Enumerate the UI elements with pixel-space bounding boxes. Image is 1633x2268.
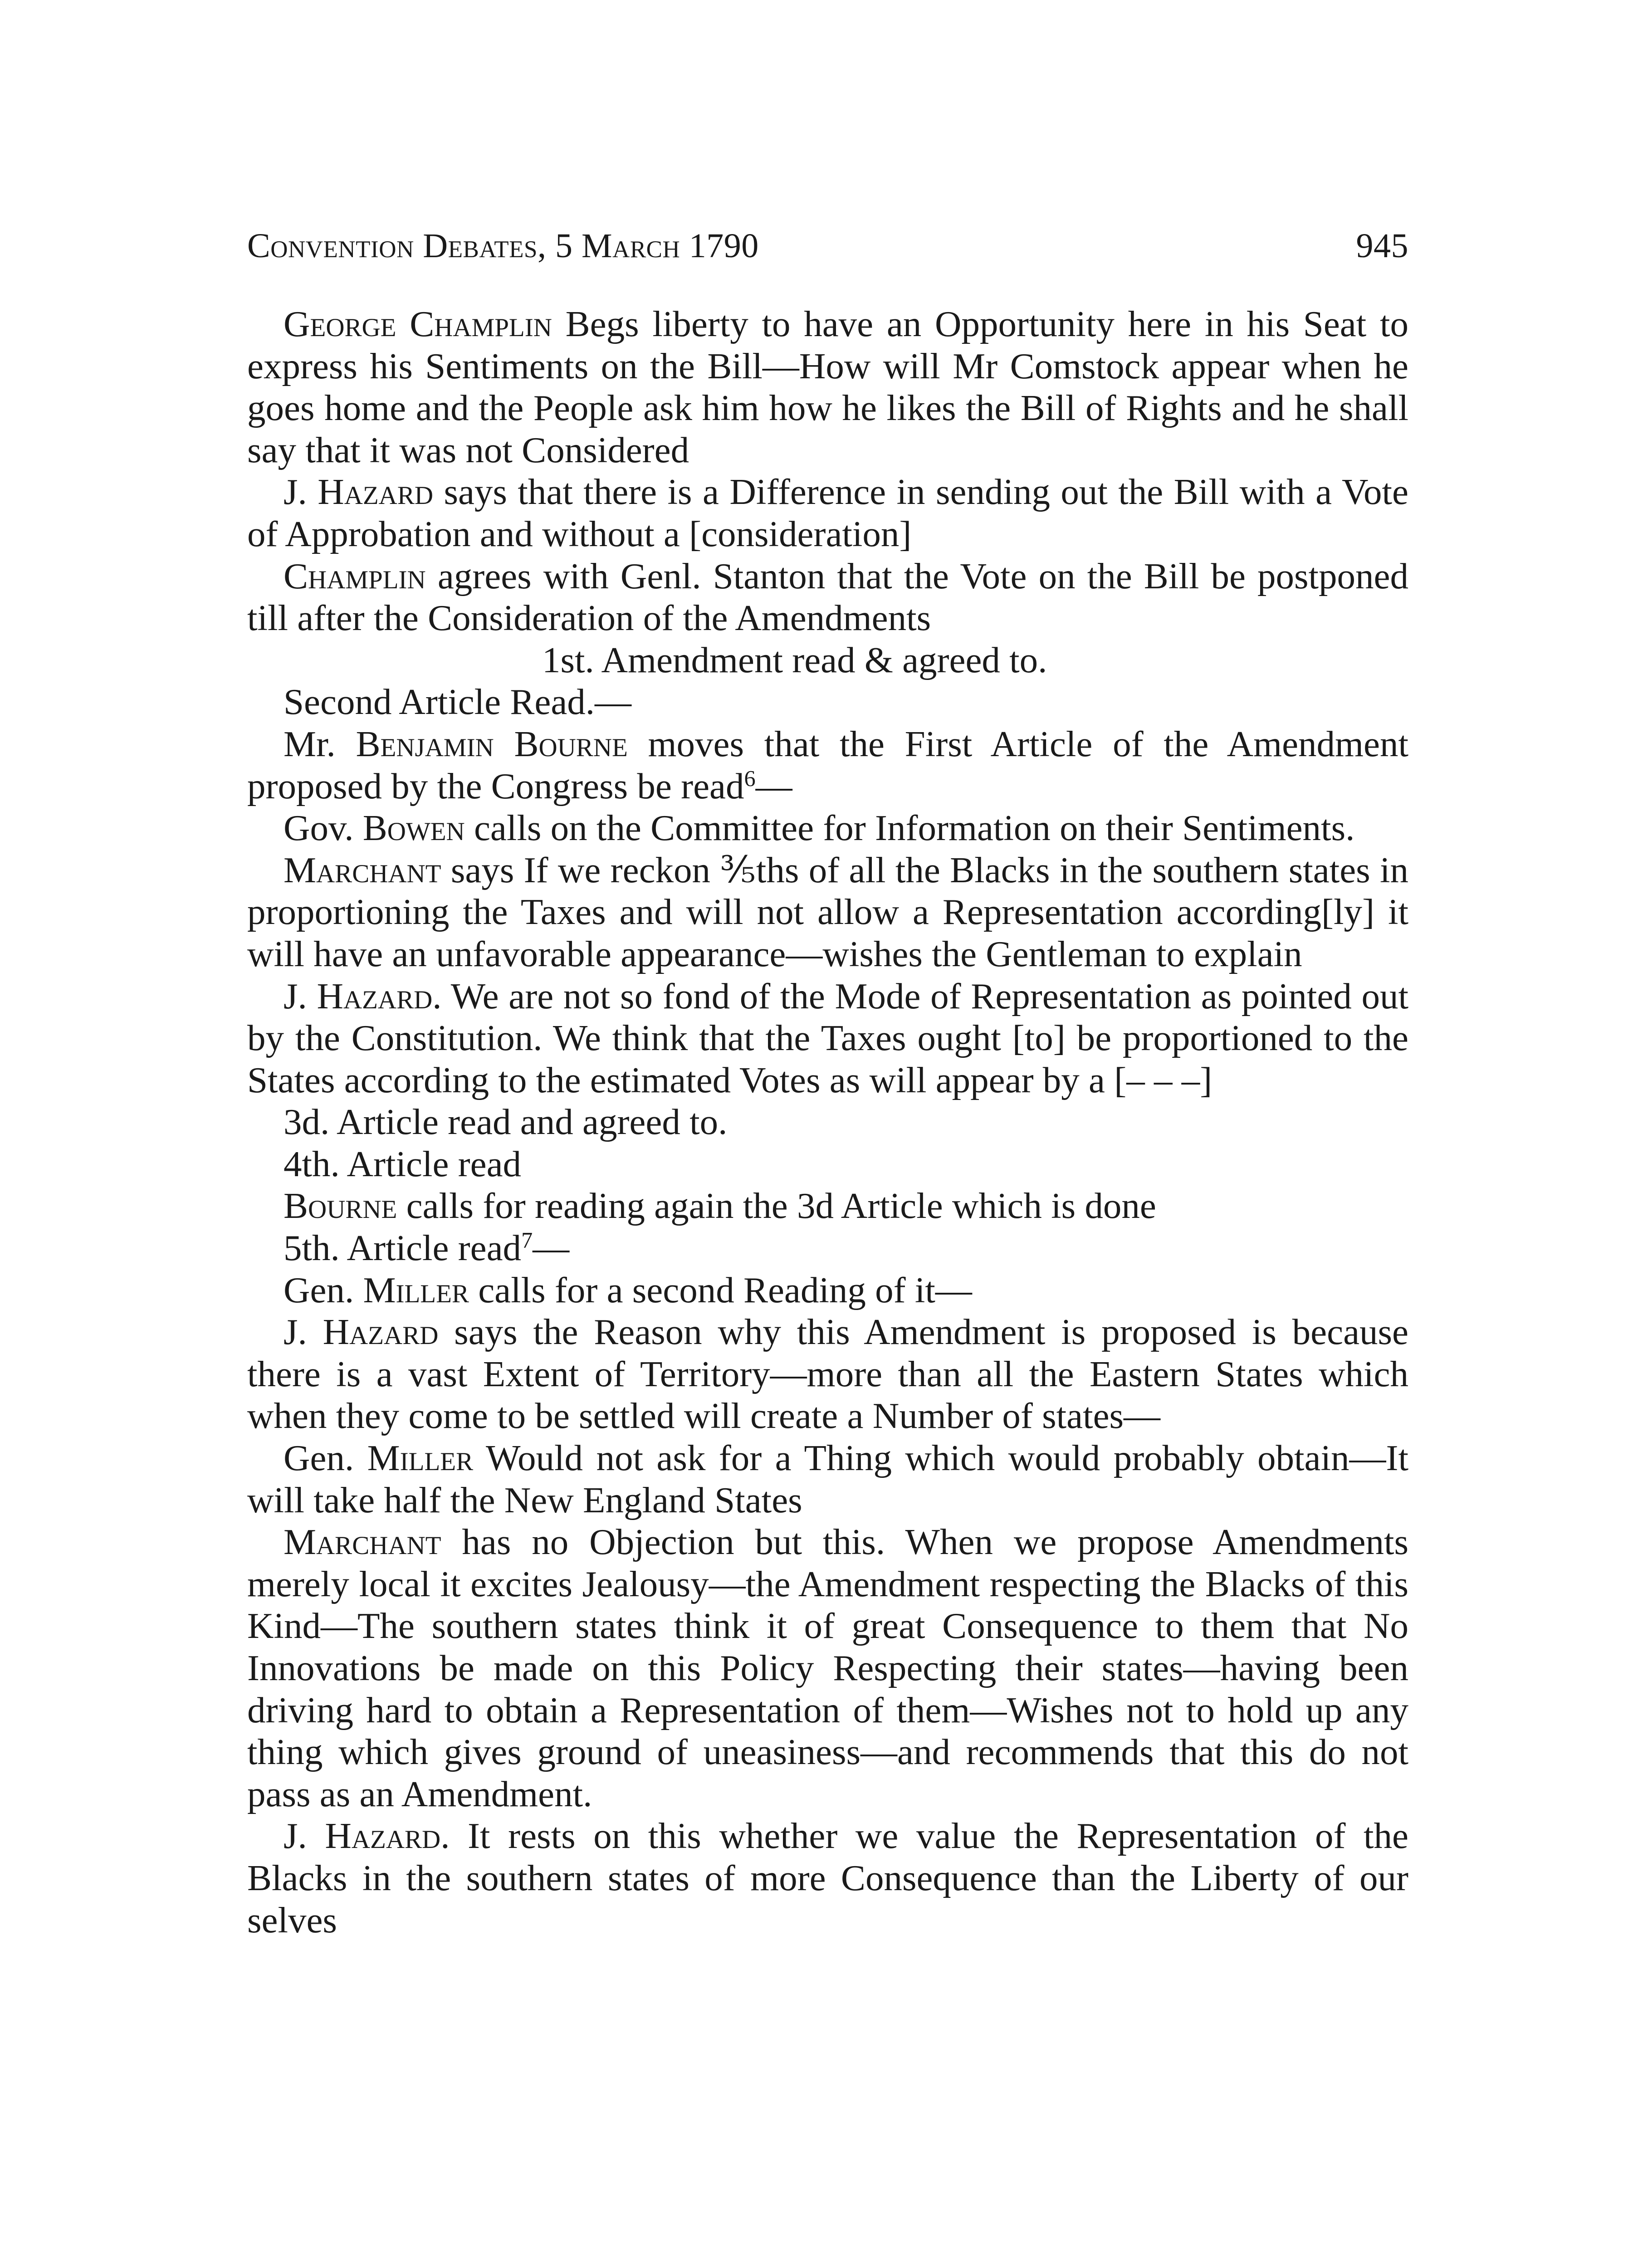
speaker-name: Bowen (362, 807, 465, 849)
speaker-name: Miller (363, 1269, 469, 1310)
speaker-prefix: J. (284, 975, 317, 1017)
speaker-prefix: J. (284, 1815, 325, 1857)
speaker-name: Bourne (284, 1185, 397, 1227)
paragraph (247, 1101, 1408, 1143)
paragraph-text: agrees with Genl. Stanton that the Vote on the Bill be postponed till after the Consideration of the Amendments (247, 555, 1408, 639)
paragraph (247, 1521, 1408, 1815)
paragraph (247, 471, 1408, 555)
speaker-name: Marchant (284, 849, 441, 890)
speaker-prefix: Gen. (284, 1437, 367, 1479)
paragraph-text: Would not ask for a Thing which would probably obtain—It will take half the New England States (247, 1437, 1408, 1520)
running-head (247, 223, 1408, 269)
running-head-title: Convention Debates, 5 March 1790 (247, 227, 759, 265)
paragraph (247, 639, 1408, 681)
paragraph-text-end: — (755, 765, 792, 807)
paragraph-text: says If we reckon ⅗ths of all the Blacks in the southern states in proportioning the Taxes and will not allow a Representation according[ly] it will have an unfavorable appearance—wishes the Gentleman to explain (247, 849, 1408, 974)
paragraph-text: calls for reading again the 3d Article which is done (397, 1185, 1156, 1227)
paragraph-text: Begs liberty to have an Opportunity here in his Seat to express his Sentiments on the Bill—How will Mr Comstock appear when he goes home and the People ask him how he likes the Bill of Rights and he shall say that it was not Considered (247, 303, 1408, 470)
paragraph-text: has no Objection but this. When we propose Amendments merely local it excites Jealousy—the Amendment respecting the Blacks of this Kind—The southern states think it of great Consequence to them that No Innovations be made on this Policy Respecting their states—having been driving hard to obtain a Representation of them—Wishes not to hold up any thing which gives ground of uneasiness—and recommends that this do not pass as an Amendment. (247, 1521, 1408, 1814)
paragraph-text: 5th. Article read (284, 1227, 522, 1269)
speaker-name: Hazard (323, 1311, 439, 1353)
paragraph (247, 807, 1408, 849)
footnote-ref: 7 (521, 1227, 533, 1253)
speaker-prefix: Mr. (284, 723, 356, 764)
speaker-prefix: J. (284, 471, 318, 513)
paragraph-text: 1st. Amendment read & agreed to. (542, 639, 1047, 680)
speaker-prefix: Gen. (284, 1269, 363, 1310)
paragraph (247, 975, 1408, 1101)
paragraph (247, 1311, 1408, 1437)
body-text (247, 303, 1408, 1941)
paragraph-text: 4th. Article read (284, 1143, 522, 1184)
speaker-name: Miller (367, 1437, 474, 1479)
paragraph (247, 1185, 1408, 1227)
speaker-prefix: Gov. (284, 807, 363, 849)
speaker-prefix: J. (284, 1311, 323, 1353)
paragraph-text: moves that the First Article of the Amendment proposed by the Congress be read (247, 723, 1408, 807)
paragraph (247, 1815, 1408, 1941)
paragraph (247, 1143, 1408, 1185)
speaker-name: Marchant (284, 1521, 441, 1563)
speaker-name: Hazard (325, 1815, 441, 1857)
paragraph (247, 1437, 1408, 1521)
paragraph (247, 555, 1408, 639)
footnote-ref: 6 (744, 765, 756, 791)
paragraph-text: . It rests on this whether we value the Representation of the Blacks in the southern states of more Consequence than the Liberty of our selves (247, 1815, 1408, 1941)
speaker-name: George Champlin (284, 303, 552, 344)
paragraph-text: 3d. Article read and agreed to. (284, 1101, 728, 1143)
paragraph-text: Second Article Read.— (284, 681, 632, 723)
paragraph (247, 723, 1408, 807)
paragraph (247, 681, 1408, 723)
speaker-name: Hazard (317, 975, 433, 1017)
speaker-name: Benjamin Bourne (356, 723, 628, 764)
page-number: 945 (1356, 227, 1408, 265)
speaker-name: Champlin (284, 555, 426, 596)
paragraph (247, 1269, 1408, 1311)
paragraph-text: . We are not so fond of the Mode of Representation as pointed out by the Constitution. We think that the Taxes ought [to] be proportioned to the States according to the estimated Votes as will appear by a [– – –] (247, 975, 1408, 1100)
paragraph-text: says that there is a Difference in sending out the Bill with a Vote of Approbation and without a [consideration] (247, 471, 1408, 554)
paragraph (247, 303, 1408, 471)
paragraph (247, 1227, 1408, 1269)
paragraph-text: says the Reason why this Amendment is proposed is because there is a vast Extent of Territory—more than all the Eastern States which when they come to be settled will create a Number of states— (247, 1311, 1408, 1437)
paragraph-text-end: — (533, 1227, 570, 1269)
speaker-name: Hazard (318, 471, 434, 513)
paragraph (247, 849, 1408, 975)
paragraph-text: calls for a second Reading of it— (469, 1269, 972, 1310)
paragraph-text: calls on the Committee for Information on their Sentiments. (464, 807, 1355, 849)
